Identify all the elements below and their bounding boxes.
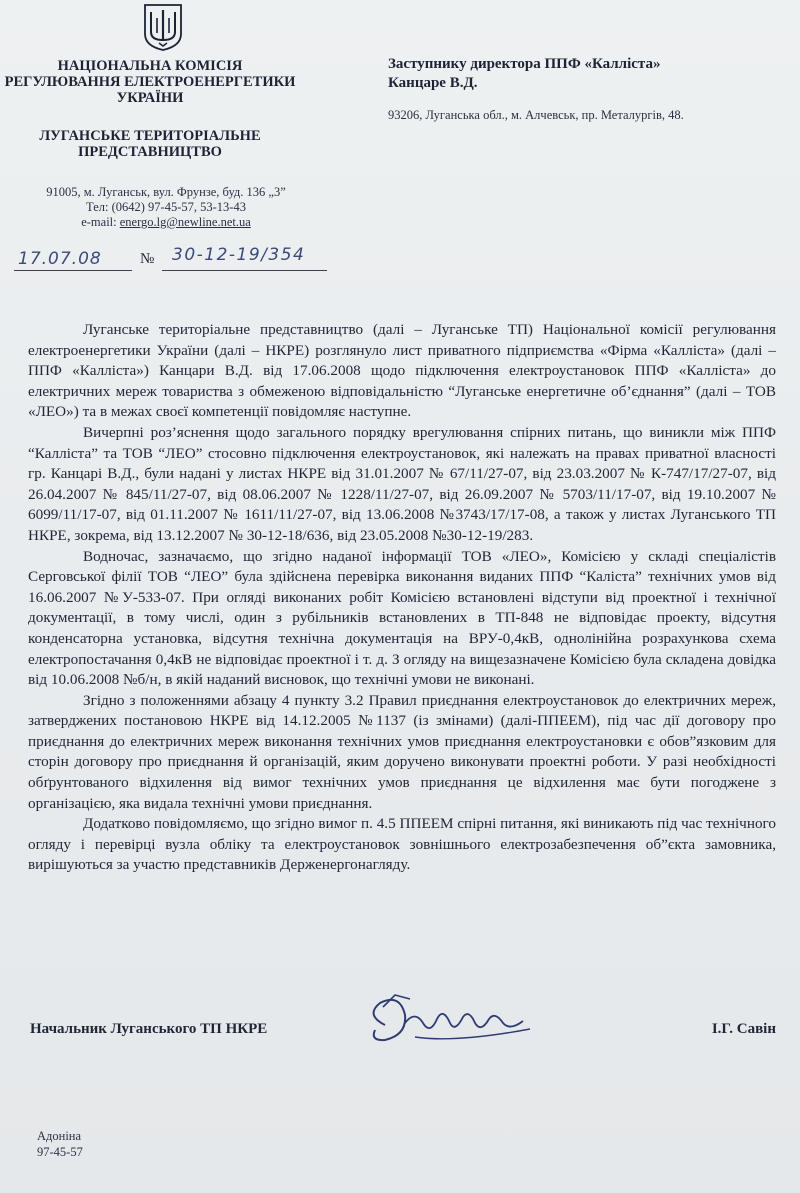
recipient-address: 93206, Луганська обл., м. Алчевськ, пр. Металургів, 48. <box>388 108 684 122</box>
number-label: № <box>140 251 155 267</box>
date-underline <box>14 270 132 271</box>
sender-email-row <box>16 215 316 230</box>
sender-address: 91005, м. Луганськ, вул. Фрунзе, буд. 136 „3” <box>46 185 286 199</box>
signoff <box>30 1013 780 1053</box>
body-paragraph: Вичерпні роз’яснення щодо загального порядку врегулювання спірних питань, що виникли між ППФ “Каллiста” та ТОВ “ЛЕО” стосовно підключення електроустановок, які належать на правах приватної власності гр. Канцарі В.Д., були надані у листах НКРЕ від 31.01.2007 № 67/11/27-07, від 23.03.2007 № К-747/17/27-07, від 26.04.2007 № 845/11/27-07, від 08.06.2007 № 1228/11/27-07, від 26.09.2007 № 5703/11/17-07, від 19.10.2007 № 6099/11/17-07, від 01.11.2007 № 1611/11/27-07, від 13.06.2008 №3743/17/17-08, а також у листах Луганського ТП НКРЕ, зокрема, від 13.12.2007 № 30-12-18/636, від 23.05.2008 №30-12-19/283. <box>28 423 776 544</box>
signatory-name: І.Г. Савін <box>711 1021 776 1037</box>
registration-line <box>10 245 340 275</box>
recipient-name: Канцаре В.Д. <box>388 75 478 91</box>
recipient-position: Заступнику директора ППФ «Каллiста» <box>388 56 661 72</box>
sender-organization <box>0 58 300 106</box>
sender-org-line: РЕГУЛЮВАННЯ ЕЛЕКТРОЕНЕРГЕТИКИ <box>4 74 296 90</box>
executor-info <box>37 1128 83 1160</box>
sender-org-line: НАЦІОНАЛЬНА КОМІСІЯ <box>57 58 243 74</box>
sender-branch <box>0 128 300 160</box>
executor-name: Адоніна <box>37 1129 82 1143</box>
registration-number: 30-12-19/354 <box>172 245 306 265</box>
sender-contacts <box>16 185 316 230</box>
number-underline <box>162 270 327 271</box>
body-paragraph: Водночас, зазначаємо, що згідно наданої інформації ТОВ «ЛЕО», Комісією у складі спеціалістів Серговської філії ТОВ “ЛЕО” була здійснена перевірка виконання виданих ППФ “Каліста” технічних умов від 16.06.2007 №У-533-07. При огляді виконаних робіт Комісією встановлені відступи від проектної і технічної документації, в тому числі, один з рубільників встановлених в ТП-848 не відповідає проекту, відсутня конденсаторна установка, відсутня технічна документація на ВРУ-0,4кВ, однолінійна розрахункова схема електропостачання 0,4кВ не відповідає проектної і т. д. З огляду на вищезазначене Комісією була складена довідка від 10.06.2008 №б/н, в якій наданий висновок, що технічні умови не виконані. <box>28 547 776 689</box>
body-paragraph: Згідно з положеннями абзацу 4 пункту 3.2 Правил приєднання електроустановок до електричних мереж, затверджених постановою НКРЕ від 14.12.2005 №1137 (із змінами) (далі-ППЕЕМ), під час дії договору про приєднання до електричних мереж виконання технічних умов приєднання електроустановки є обов”язковим для сторін договору про приєднання й організацій, яким доручено виконувати проектні роботи. У разі необхідності обґрунтованого відхилення від вимог технічних умов приєднання це відхилення має бути погоджене з організацією, яка видала технічні умови приєднання. <box>28 691 776 812</box>
signatory-title: Начальник Луганського ТП НКРЕ <box>30 1021 268 1037</box>
recipient <box>388 55 788 93</box>
executor-phone: 97-45-57 <box>37 1145 83 1159</box>
trident-emblem-icon <box>137 2 189 52</box>
email-label: e-mail: <box>81 215 120 229</box>
email-link[interactable]: energo.lg@newline.net.ua <box>119 215 251 229</box>
sender-branch-line: ПРЕДСТАВНИЦТВО <box>78 144 222 160</box>
body-paragraph: Луганське територіальне представництво (далі – Луганське ТП) Національної комісії регулювання електроенергетики України (далі – НКРЕ) розглянуло лист приватного підприємства «Фірма «Каллiста» (далі – ППФ «Каллiста») Канцари В.Д. від 17.06.2008 щодо підключення електроустановок ППФ «Каллiста» до електричних мереж товариства з обмеженою відповідальністю “Луганське енергетичне об’єднання” (далі – ТОВ «ЛЕО») та в межах своєї компетенції повідомляє наступне. <box>28 321 776 421</box>
sender-branch-line: ЛУГАНСЬКЕ ТЕРИТОРІАЛЬНЕ <box>39 128 261 144</box>
sender-phone: Тел: (0642) 97-45-57, 53-13-43 <box>86 200 246 214</box>
body-paragraph: Додатково повідомляємо, що згідно вимог п. 4.5 ППЕЕМ спірні питання, які виникають під час технічного огляду і перевірці вузла обліку та електроустановок зовнішнього електрозабезпечення об”єкта замовника, вирішуються за участю представників Держенергонагляду. <box>28 815 776 874</box>
letter-body <box>28 320 776 876</box>
registration-date: 17.07.08 <box>18 249 102 269</box>
sender-org-line: УКРАЇНИ <box>116 90 184 106</box>
